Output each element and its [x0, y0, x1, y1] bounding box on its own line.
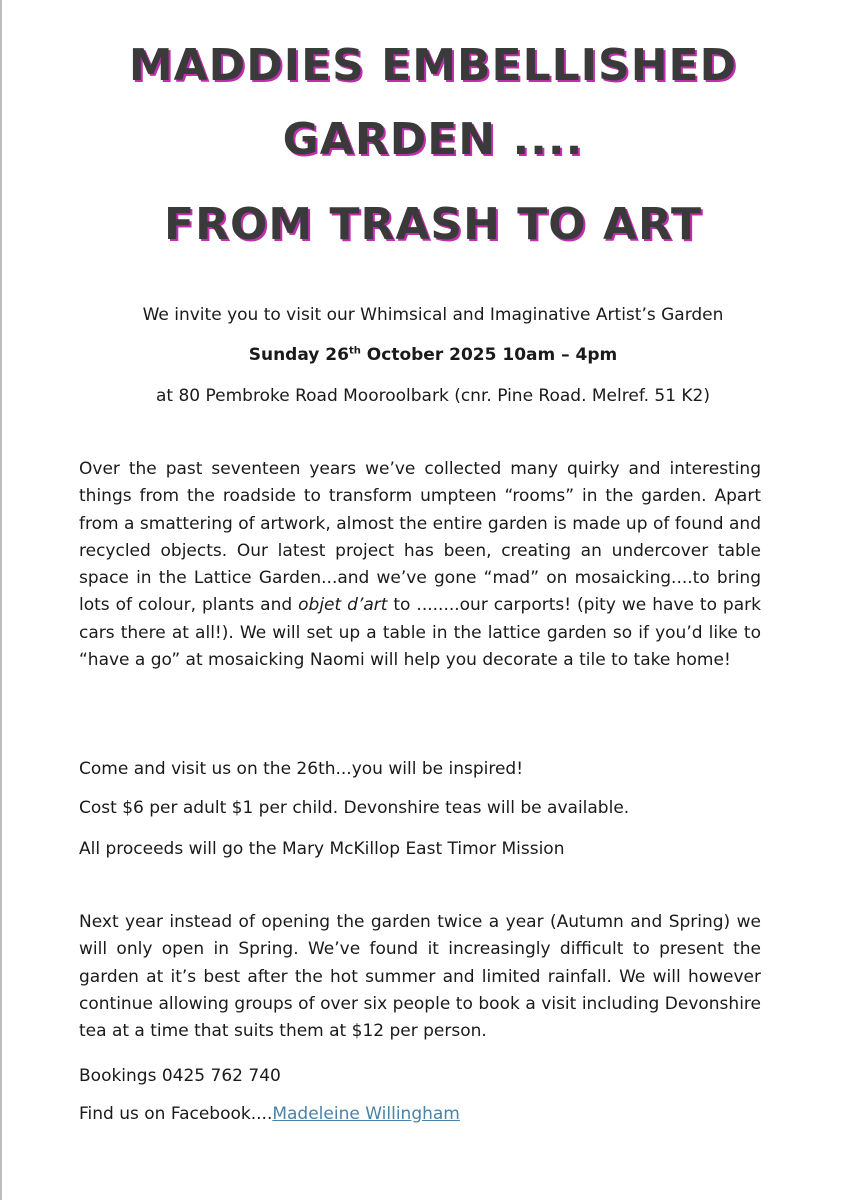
facebook-prefix: Find us on Facebook....: [79, 1104, 273, 1124]
page-edge-line: [0, 0, 2, 1200]
come-visit-text: Come and visit us on the 26th...you will be inspired!: [79, 759, 524, 779]
facebook-link[interactable]: Madeleine Willingham: [272, 1104, 460, 1124]
event-address: at 80 Pembroke Road Mooroolbark (cnr. Pine Road. Melref. 51 K2): [155, 386, 711, 406]
title-line-2: GARDEN ....: [282, 114, 584, 165]
date-rest: October 2025 10am – 4pm: [360, 345, 618, 365]
main-paragraph: [79, 456, 761, 674]
title-line-1: MADDIES EMBELLISHED: [128, 40, 738, 91]
proceeds-text: All proceeds will go the Mary McKillop East Timor Mission: [79, 839, 565, 859]
facebook-line: [79, 1103, 460, 1125]
next-year-paragraph: Next year instead of opening the garden twice a year (Autumn and Spring) we will only open in Spring. We’ve found it increasingly difficult to present the garden at it’s best after the hot summer and limited rainfall. We will however continue allowing groups of over six people to book a visit including Devonshire tea at a time that suits them at $12 per person.: [79, 912, 761, 1042]
date-ordinal: th: [348, 345, 361, 357]
main-paragraph-part2: to ........our carports! (pity we have to park cars there at all!). We will set up a table in the lattice garden so if you’d like to “have a go” at mosaicking Naomi will help you decorate a tile to take home!: [79, 595, 761, 671]
bookings-text: Bookings 0425 762 740: [79, 1066, 281, 1086]
title-line-3: FROM TRASH TO ART: [164, 199, 702, 250]
main-paragraph-italic: objet d’art: [298, 595, 388, 616]
event-date: [0, 344, 866, 366]
main-paragraph-part1: Over the past seventeen years we’ve collected many quirky and interesting things from the roadside to transform umpteen “rooms” in the garden. Apart from a smattering of artwork, almost the entire garden is made up of found and recycled objects. Our latest project has been, creating an undercover table space in the Lattice Garden...and we’ve gone “mad” on mosaicking....to bring lots of colour, plants and: [79, 459, 761, 616]
invite-text: We invite you to visit our Whimsical and Imaginative Artist’s Garden: [142, 305, 724, 325]
date-day: Sunday 26: [248, 345, 349, 365]
cost-text: Cost $6 per adult $1 per child. Devonshire teas will be available.: [79, 798, 630, 818]
